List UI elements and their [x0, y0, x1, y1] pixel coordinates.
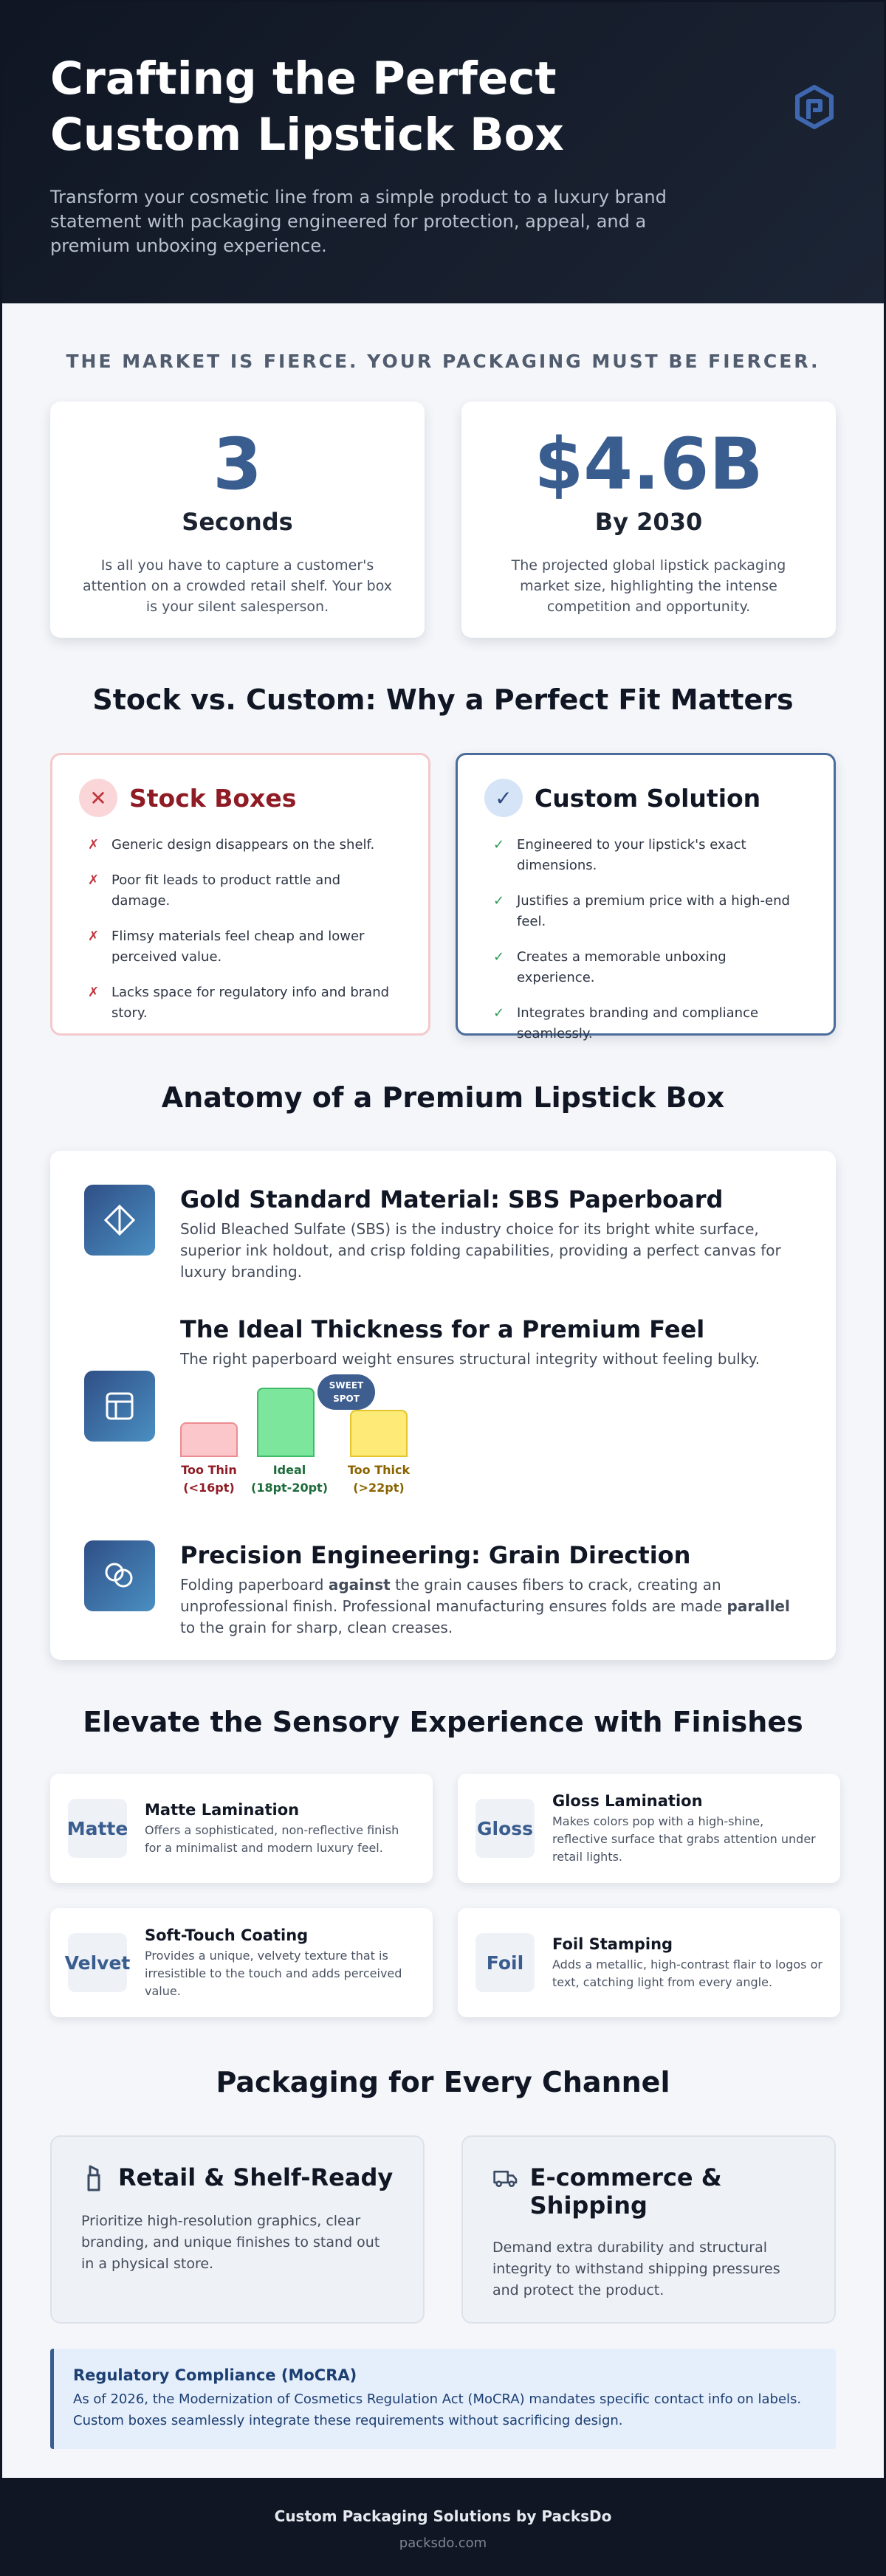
custom-solution-list — [484, 835, 807, 1044]
material-title: Gold Standard Material: SBS Paperboard — [180, 1185, 724, 1213]
grain-body-text: to the grain for sharp, clean creases. — [180, 1619, 453, 1636]
compliance-text: As of 2026, the Modernization of Cosmetics Regulation Act (MoCRA) mandates specific contact info on labels. Custom boxes seamlessly integrate these requirements without sacrificing design. — [73, 2391, 802, 2428]
finish-card-velvet — [50, 1908, 433, 2017]
cross-icon: ✗ — [88, 929, 100, 944]
list-item-text: Flimsy materials feel cheap and lower perceived value. — [111, 929, 365, 965]
page-footer — [2, 2478, 884, 2574]
material-body: Solid Bleached Sulfate (SBS) is the industry choice for its bright white surface, superior ink holdout, and crisp folding capabilities, providing a perfect canvas for luxury branding. — [180, 1220, 781, 1281]
finish-tag: Gloss — [475, 1799, 535, 1858]
channel-title: E-commerce & Shipping — [529, 2163, 722, 2219]
finish-card-foil — [458, 1908, 840, 2017]
list-item-text: Creates a memorable unboxing experience. — [517, 949, 727, 985]
stat-card-seconds — [50, 402, 425, 638]
hero-subtitle: Transform your cosmetic line from a simple product to a luxury brand statement with packaging engineered for protection, appeal, and a premium unboxing experience. — [50, 187, 667, 256]
finish-title: Gloss Lamination — [552, 1792, 703, 1810]
bar-too-thin — [180, 1422, 238, 1457]
bar-label-too-thin — [168, 1461, 250, 1497]
cross-icon: ✗ — [88, 872, 100, 888]
footer-link[interactable]: packsdo.com — [399, 2535, 487, 2551]
check-icon: ✓ — [484, 779, 523, 817]
packsdo-logo-icon — [795, 85, 834, 129]
check-icon: ✓ — [493, 1005, 505, 1021]
list-item — [484, 835, 807, 876]
cross-icon: ✗ — [88, 985, 100, 1000]
hero-header — [2, 2, 884, 303]
custom-solution-card — [456, 753, 836, 1041]
list-item — [484, 947, 807, 988]
list-item — [79, 835, 402, 855]
anatomy-material — [84, 1185, 806, 1283]
market-stats — [2, 402, 884, 638]
anatomy-thickness — [84, 1315, 806, 1501]
bar-label-range: (>22pt) — [353, 1481, 405, 1495]
list-item-text: Integrates branding and compliance seamlessly. — [517, 1005, 759, 1041]
grain-body-text: the grain causes fibers to crack, creating an unprofessional finish. Professional manufacturing ensures folds are made — [180, 1576, 727, 1615]
grain-body-text: Folding paperboard — [180, 1576, 329, 1594]
finish-title: Foil Stamping — [552, 1935, 673, 1953]
compliance-callout — [50, 2349, 836, 2449]
finish-desc: Adds a metallic, high-contrast flair to logos or text, catching light from every angle. — [552, 1957, 823, 1989]
thickness-title: The Ideal Thickness for a Premium Feel — [180, 1315, 705, 1343]
stat-label: Seconds — [182, 508, 293, 536]
bar-label-ideal — [245, 1461, 334, 1497]
finish-desc: Makes colors pop with a high-shine, reflective surface that grabs attention under retail lights. — [552, 1814, 816, 1864]
list-item — [79, 870, 402, 912]
lipstick-icon — [81, 2163, 106, 2193]
stock-boxes-title: Stock Boxes — [129, 783, 297, 813]
bar-ideal — [257, 1388, 315, 1457]
list-item — [484, 891, 807, 932]
finish-tag: Foil — [475, 1933, 535, 1992]
channels-section-title: Packaging for Every Channel — [216, 2066, 670, 2098]
channel-card-ecommerce — [461, 2135, 836, 2324]
list-item-text: Engineered to your lipstick's exact dimensions. — [517, 837, 746, 873]
finish-title: Matte Lamination — [145, 1801, 300, 1819]
finish-card-matte — [50, 1774, 433, 1883]
stock-boxes-header — [79, 779, 402, 817]
grain-body-emphasis: parallel — [727, 1597, 790, 1615]
stat-description: Is all you have to capture a customer's attention on a crowded retail shelf. Your box is your silent salesperson. — [83, 557, 392, 615]
list-item-text: Poor fit leads to product rattle and damage. — [111, 872, 341, 909]
sweet-spot-badge: SWEET SPOT — [317, 1374, 375, 1410]
footer-title: Custom Packaging Solutions by PacksDo — [274, 2507, 612, 2525]
close-icon: ✕ — [79, 779, 117, 817]
bar-label-range: (18pt-20pt) — [251, 1481, 328, 1495]
finish-tag: Velvet — [68, 1933, 127, 1992]
stat-number: 3 — [213, 423, 262, 506]
truck-icon — [492, 2163, 518, 2191]
finish-desc: Provides a unique, velvety texture that is irresistible to the touch and adds perceived value. — [145, 1949, 402, 1998]
finish-desc: Offers a sophisticated, non-reflective finish for a minimalist and modern luxury feel. — [145, 1823, 399, 1855]
bar-label-too-thick — [338, 1461, 419, 1497]
stat-description: The projected global lipstick packaging market size, highlighting the intense competition and opportunity. — [511, 557, 786, 615]
layout-icon — [84, 1371, 155, 1442]
bar-label-text: Too Thin — [181, 1463, 237, 1477]
finishes-grid — [2, 1774, 884, 2017]
compliance-title: Regulatory Compliance (MoCRA) — [73, 2366, 357, 2384]
list-item — [79, 982, 402, 1024]
stock-vs-custom — [2, 753, 884, 1041]
finish-card-gloss — [458, 1774, 840, 1883]
custom-solution-title: Custom Solution — [535, 783, 761, 813]
channel-desc: Prioritize high-resolution graphics, clear branding, and unique finishes to stand out in a physical store. — [81, 2213, 380, 2272]
custom-solution-header — [484, 779, 807, 817]
stat-card-market-size — [461, 402, 836, 638]
check-icon: ✓ — [493, 949, 505, 965]
bar-label-text: Too Thick — [347, 1463, 411, 1477]
diamond-icon — [84, 1185, 155, 1256]
channel-title: Retail & Shelf-Ready — [118, 2163, 394, 2191]
thickness-bar-chart — [180, 1380, 760, 1501]
stat-label: By 2030 — [594, 508, 703, 536]
bar-label-range: (<16pt) — [183, 1481, 235, 1495]
stock-boxes-list — [79, 835, 402, 1024]
cross-icon: ✗ — [88, 837, 100, 853]
channel-desc: Demand extra durability and structural integrity to withstand shipping pressures and protect the product. — [492, 2239, 780, 2298]
thickness-body: The right paperboard weight ensures structural integrity without feeling bulky. — [180, 1350, 760, 1368]
bar-label-text: Ideal — [272, 1463, 306, 1477]
anatomy-grain — [84, 1540, 806, 1639]
check-icon: ✓ — [493, 837, 505, 853]
stat-number: $4.6B — [534, 423, 763, 506]
grain-body-emphasis: against — [328, 1576, 391, 1594]
check-icon: ✓ — [493, 893, 505, 909]
channel-card-retail — [50, 2135, 425, 2324]
list-item — [484, 1003, 807, 1044]
list-item — [79, 926, 402, 968]
anatomy-section-title: Anatomy of a Premium Lipstick Box — [161, 1081, 725, 1114]
anatomy-card — [50, 1151, 836, 1660]
page-title: Crafting the Perfect Custom Lipstick Box — [50, 52, 564, 161]
grain-icon — [84, 1540, 155, 1611]
list-item-text: Justifies a premium price with a high-end feel. — [517, 893, 790, 929]
stock-boxes-card — [50, 753, 430, 1036]
channels-row — [2, 2135, 884, 2324]
grain-body — [180, 1574, 806, 1639]
list-item-text: Generic design disappears on the shelf. — [111, 837, 375, 853]
finish-tag: Matte — [68, 1799, 127, 1858]
bar-too-thick — [350, 1410, 408, 1457]
market-tagline: THE MARKET IS FIERCE. YOUR PACKAGING MUST BE FIERCER. — [66, 351, 820, 372]
finish-title: Soft-Touch Coating — [145, 1926, 309, 1944]
list-item-text: Lacks space for regulatory info and brand story. — [111, 985, 390, 1021]
compare-section-title: Stock vs. Custom: Why a Perfect Fit Matters — [92, 683, 794, 716]
finishes-section-title: Elevate the Sensory Experience with Finishes — [83, 1706, 803, 1738]
grain-title: Precision Engineering: Grain Direction — [180, 1541, 691, 1569]
